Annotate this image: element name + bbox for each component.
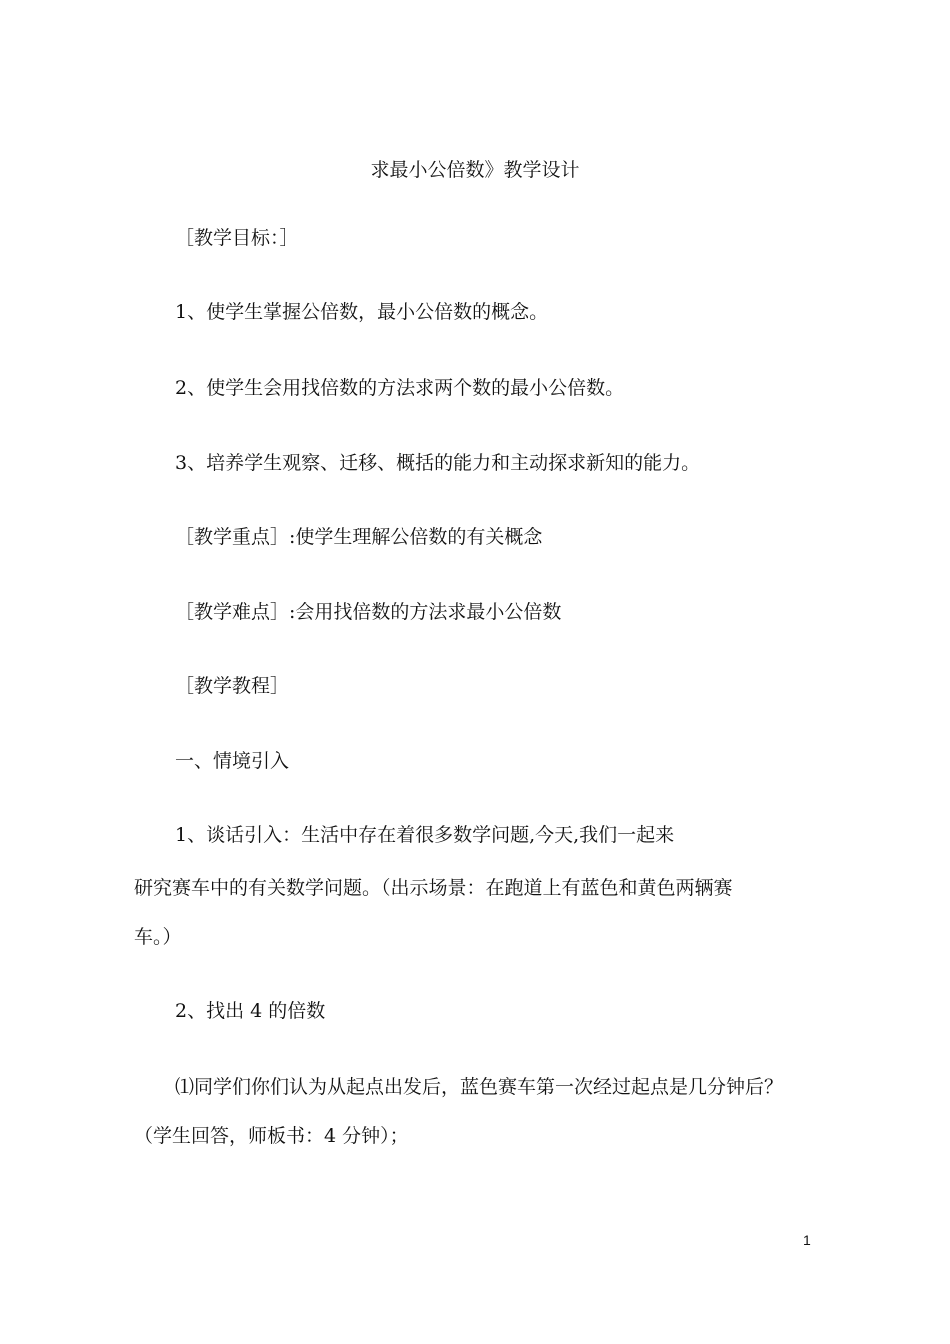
section-heading-intro: 一、情境引入	[175, 750, 290, 772]
question-1: ⑴同学们你们认为从起点出发后，蓝色赛车第一次经过起点是几分钟后？	[175, 1076, 784, 1098]
document-title: 求最小公倍数》教学设计	[370, 159, 580, 181]
objective-2: 2、使学生会用找倍数的方法求两个数的最小公倍数。	[175, 377, 625, 399]
answer-1: （学生回答，师板书：4 分钟）；	[134, 1125, 409, 1147]
objective-1: 1、使学生掌握公倍数，最小公倍数的概念。	[175, 301, 549, 323]
key-point: ［教学重点］:使学生理解公倍数的有关概念	[175, 526, 543, 548]
objectives-heading: ［教学目标：］	[175, 227, 299, 249]
page-number: 1	[803, 1232, 811, 1248]
paragraph-1-line-2: 研究赛车中的有关数学问题。（出示场景：在跑道上有蓝色和黄色两辆赛	[134, 877, 733, 899]
objective-3: 3、培养学生观察、迁移、概括的能力和主动探求新知的能力。	[175, 452, 701, 474]
process-heading: ［教学教程］	[175, 675, 290, 697]
step-2-heading: 2、找出 4 的倍数	[175, 1000, 326, 1022]
difficult-point: ［教学难点］:会用找倍数的方法求最小公倍数	[175, 601, 562, 623]
paragraph-1-line-1: 1、谈话引入：生活中存在着很多数学问题,今天,我们一起来	[175, 824, 675, 846]
paragraph-1-line-3: 车。）	[134, 926, 182, 948]
